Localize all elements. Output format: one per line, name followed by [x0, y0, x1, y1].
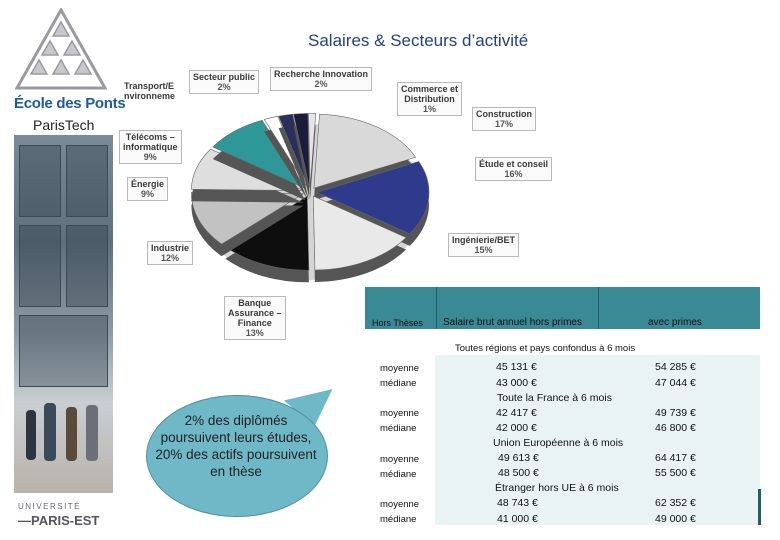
- school-name: École des Ponts: [14, 95, 126, 112]
- cell-mediane-primes: 46 800 €: [655, 422, 696, 434]
- cell-mediane-primes: 47 044 €: [655, 377, 696, 389]
- speech-bubble-text: 2% des diplômés poursuivent leurs études, 20% des actifs poursuivent en thèse: [155, 413, 317, 479]
- cell-moyenne-primes: 62 352 €: [655, 497, 696, 509]
- cell-mediane: 48 500 €: [498, 467, 539, 479]
- cell-moyenne-primes: 49 739 €: [655, 407, 696, 419]
- label-industrie: Industrie 12%: [147, 241, 193, 265]
- row-label-mediane: médiane: [380, 514, 417, 525]
- scope-caption: Toutes régions et pays confondus à 6 mois: [455, 343, 636, 354]
- school-subtitle: ParisTech: [33, 117, 95, 133]
- row-label-moyenne: moyenne: [380, 454, 420, 465]
- label-telecoms: Télécoms – informatique 9%: [119, 130, 182, 164]
- header-salaire: Salaire brut annuel hors primes: [443, 317, 582, 328]
- cell-moyenne: 45 131 €: [496, 361, 537, 373]
- label-etude-conseil: Étude et conseil 16%: [475, 157, 552, 181]
- cell-mediane-primes: 49 000 €: [655, 513, 696, 525]
- cell-moyenne: 48 743 €: [497, 497, 538, 509]
- header-hors-theses: Hors Thèses: [372, 318, 423, 328]
- cell-mediane: 43 000 €: [496, 377, 537, 389]
- university-name: —PARIS-EST: [18, 513, 100, 528]
- label-banque: Banque Assurance – Finance 13%: [224, 296, 286, 340]
- label-recherche: Recherche Innovation 2%: [270, 67, 372, 91]
- cell-moyenne-primes: 54 285 €: [655, 361, 696, 373]
- page-title: Salaires & Secteurs d’activité: [308, 31, 529, 50]
- row-label-moyenne: moyenne: [380, 363, 420, 374]
- row-label-moyenne: moyenne: [380, 499, 420, 510]
- table-edge: [758, 489, 761, 525]
- cell-moyenne-primes: 64 417 €: [655, 452, 696, 464]
- segment-title: Union Européenne à 6 mois: [493, 437, 624, 449]
- campus-photo: [14, 135, 113, 493]
- cell-mediane-primes: 55 500 €: [655, 467, 696, 479]
- cell-mediane: 41 000 €: [497, 513, 538, 525]
- label-construction: Construction 17%: [472, 107, 536, 131]
- label-secteur-public: Secteur public 2%: [189, 70, 259, 94]
- cell-moyenne: 49 613 €: [498, 452, 539, 464]
- label-transport: Transport/E nvironneme: [124, 81, 176, 101]
- segment-title: Toute la France à 6 mois: [497, 392, 612, 404]
- header-primes: avec primes: [648, 317, 702, 328]
- row-label-moyenne: moyenne: [380, 408, 420, 419]
- row-label-mediane: médiane: [380, 378, 417, 389]
- cell-moyenne: 42 417 €: [496, 407, 537, 419]
- column-divider: [436, 287, 437, 329]
- segment-title: Étranger hors UE à 6 mois: [495, 482, 619, 494]
- column-divider: [598, 287, 599, 329]
- row-label-mediane: médiane: [380, 423, 417, 434]
- label-energie: Énergie 9%: [127, 177, 168, 201]
- cell-mediane: 42 000 €: [496, 422, 537, 434]
- label-commerce: Commerce et Distribution 1%: [397, 82, 462, 116]
- label-ingenierie: Ingénierie/BET 15%: [448, 233, 519, 257]
- school-logo: [15, 8, 107, 90]
- row-label-mediane: médiane: [380, 469, 417, 480]
- university-label: UNIVERSITÉ: [18, 502, 82, 511]
